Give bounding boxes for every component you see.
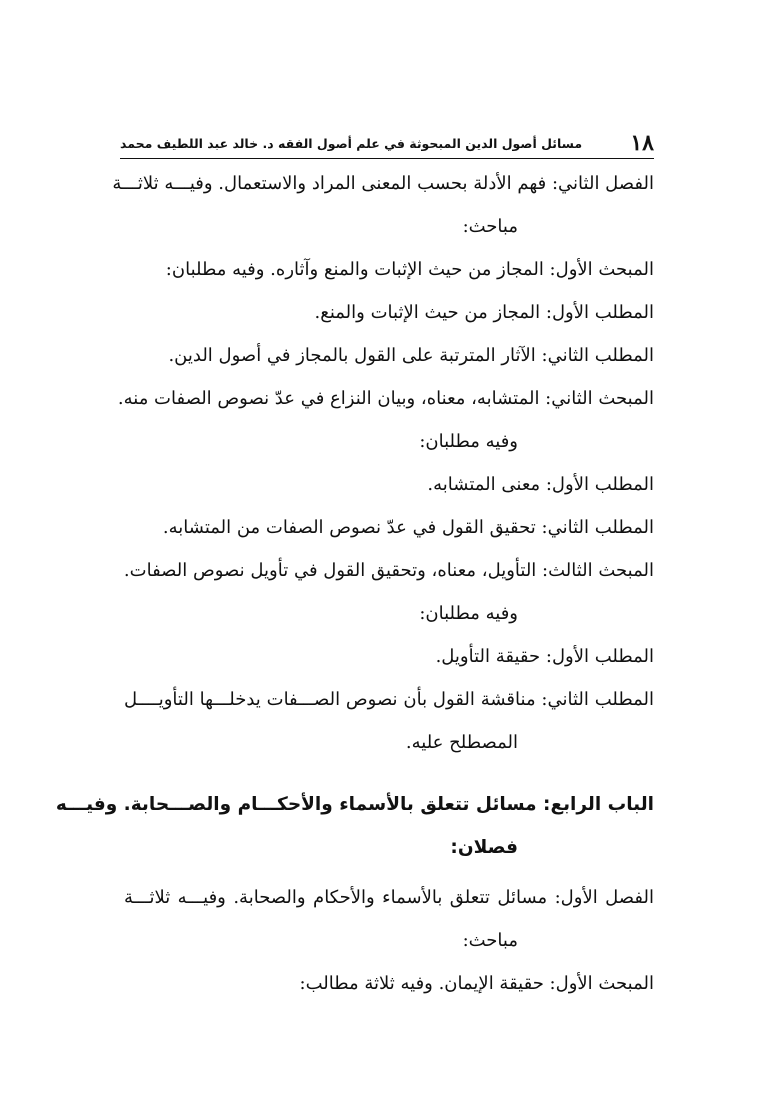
toc-line-continuation: مباحث: [462, 930, 518, 951]
toc-heading-continuation: فصلان: [450, 837, 518, 858]
toc-line-continuation: وفيه مطلبان: [419, 603, 518, 624]
toc-line-subsection-1: المطلب الأول: معنى المتشابه. [427, 474, 654, 495]
toc-line-chapter-1: الفصل الأول: مسائل تتعلق بالأسماء والأحكام والصحابة. وفيـــه ثلاثـــة [124, 887, 654, 908]
toc-line-section-2: المبحث الثاني: المتشابه، معناه، وبيان النزاع في عدّ نصوص الصفات منه. [117, 388, 654, 409]
toc-line-chapter-2: الفصل الثاني: فهم الأدلة بحسب المعنى المراد والاستعمال. وفيـــه ثلاثـــة [112, 173, 654, 194]
page-number: ١٨ [630, 130, 654, 156]
toc-line-subsection-2: المطلب الثاني: الآثار المترتبة على القول بالمجاز في أصول الدين. [168, 345, 654, 366]
toc-line-section-3: المبحث الثالث: التأويل، معناه، وتحقيق القول في تأويل نصوص الصفات. [123, 560, 654, 581]
toc-line-subsection-2: المطلب الثاني: مناقشة القول بأن نصوص الصـــفات يدخلـــها التأويــــل [124, 689, 654, 710]
page-header [120, 128, 654, 156]
running-title: مسائل أصول الدين المبحوثة في علم أصول الفقه د. خالد عبد اللطيف محمد [120, 136, 583, 151]
toc-line-section-1: المبحث الأول: حقيقة الإيمان. وفيه ثلاثة مطالب: [299, 973, 654, 994]
toc-line-subsection-1: المطلب الأول: المجاز من حيث الإثبات والمنع. [314, 302, 654, 323]
toc-line-continuation: وفيه مطلبان: [419, 431, 518, 452]
toc-line-continuation: مباحث: [462, 216, 518, 237]
toc-heading-part-4: الباب الرابع: مسائل تتعلق بالأسماء والأحكـــام والصـــحابة. وفيـــه [55, 794, 654, 815]
toc-line-subsection-1: المطلب الأول: حقيقة التأويل. [435, 646, 654, 667]
toc-line-continuation: المصطلح عليه. [405, 732, 518, 753]
header-rule [120, 158, 654, 159]
toc-line-subsection-2: المطلب الثاني: تحقيق القول في عدّ نصوص الصفات من المتشابه. [162, 517, 654, 538]
toc-line-section-1: المبحث الأول: المجاز من حيث الإثبات والمنع وآثاره. وفيه مطلبان: [165, 259, 654, 280]
